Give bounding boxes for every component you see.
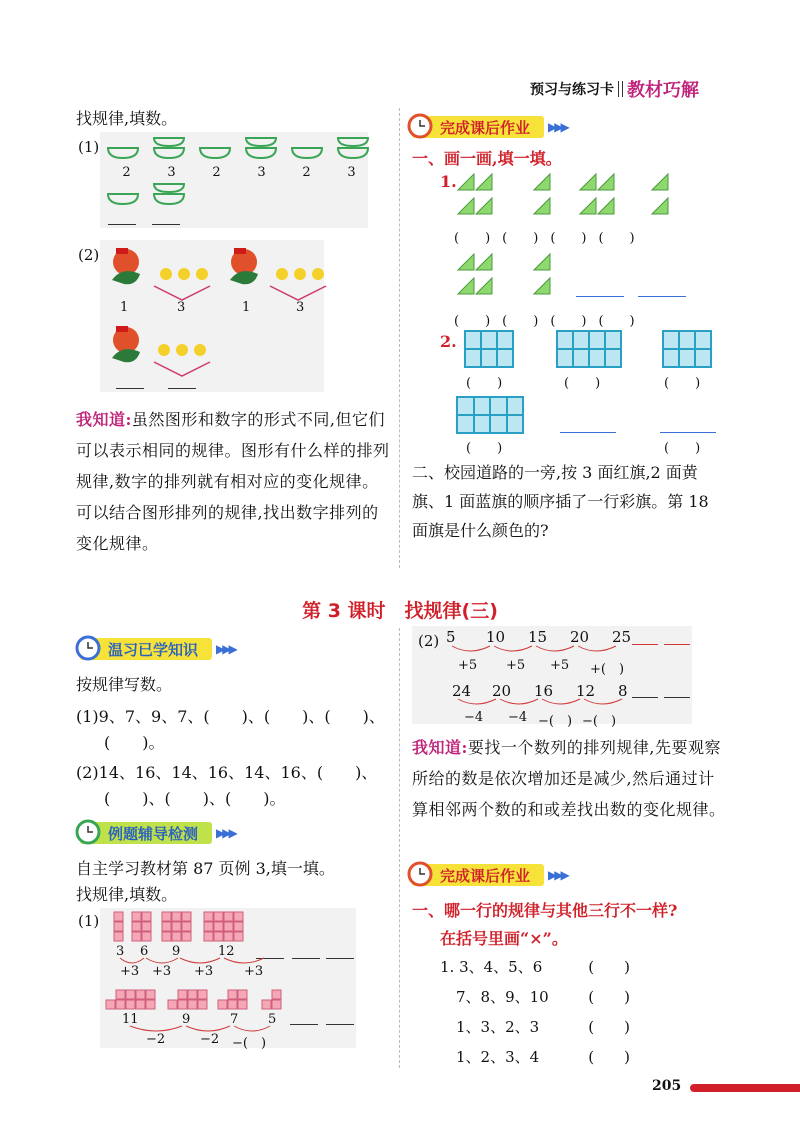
know-paragraph (412, 732, 728, 825)
chick-number: 3 (177, 300, 186, 315)
seq-op: +5 (458, 658, 478, 673)
bowl-row-2 (104, 180, 204, 218)
arc-arrows (448, 644, 638, 658)
review-banner (80, 636, 235, 662)
p1-label: (1) (78, 138, 100, 156)
section1-title-line2: 在括号里画“×”。 (440, 929, 568, 948)
answer-blank[interactable] (664, 697, 690, 698)
seq-op: +5 (550, 658, 570, 673)
answer-blank[interactable] (290, 1024, 318, 1025)
answer-paren[interactable]: ( ) (550, 314, 587, 329)
bowl-numbers (104, 165, 374, 180)
seq-op: +3 (194, 964, 214, 979)
example-banner (80, 820, 235, 846)
choice-row (456, 1046, 630, 1067)
answer-paren[interactable]: ( ) (466, 376, 503, 391)
page-number: 205 (652, 1078, 682, 1094)
answer-paren[interactable]: ( ) (588, 1048, 630, 1066)
seq-number: 5 (446, 628, 456, 646)
seq-number: 25 (612, 628, 632, 646)
seq-number: 24 (452, 682, 472, 700)
example-line2: 找规律,填数。 (76, 885, 178, 904)
footer-bar (690, 1084, 800, 1092)
seq-number: 3 (116, 944, 125, 959)
choice-sequence: 1、3、2、3 (456, 1018, 540, 1036)
seq-op: +5 (506, 658, 526, 673)
lesson-title: 第 3 课时 找规律(三) (302, 600, 498, 622)
square-blocks-row1 (112, 910, 272, 944)
seq-op: −2 (200, 1032, 220, 1047)
rooster-chicks-icon (104, 240, 344, 390)
review-q2: (2)14、16、14、16、14、16、( )、 (76, 763, 378, 782)
seq-op[interactable]: −( ) (232, 1036, 267, 1051)
answer-paren[interactable]: ( ) (466, 441, 503, 456)
seq-op: +3 (120, 964, 140, 979)
arrows-icon: ▶▶▶ (548, 868, 567, 882)
know-paragraph (76, 404, 390, 559)
know-label: 我知道: (76, 410, 132, 429)
answer-paren[interactable]: ( ) (588, 958, 630, 976)
seq-op[interactable]: +( ) (590, 662, 625, 677)
review-q1b: ( )。 (104, 733, 165, 752)
answer-paren[interactable]: ( ) (598, 231, 635, 246)
alarm-clock-icon (74, 632, 102, 662)
seq-number: 12 (576, 682, 596, 700)
seq-number: 8 (618, 682, 628, 700)
grid-3x2 (662, 330, 712, 368)
review-q2b: ( )、( )、( )。 (104, 789, 286, 808)
seq-number: 9 (172, 944, 181, 959)
seq-op: −4 (464, 710, 484, 725)
answer-blank[interactable] (638, 296, 686, 297)
choice-sequence: 1. 3、4、5、6 (440, 958, 543, 976)
answer-paren[interactable]: ( ) (664, 441, 701, 456)
seq-number: 6 (140, 944, 149, 959)
alarm-clock-icon (406, 110, 434, 140)
choice-row (456, 1016, 630, 1037)
bowl-number: 3 (347, 165, 356, 180)
choice-sequence: 7、8、9、10 (456, 988, 549, 1006)
header-left: 预习与练习卡 (530, 82, 614, 98)
p2-label: (2) (78, 246, 100, 264)
homework-banner (412, 114, 567, 140)
alarm-clock-icon (406, 858, 434, 888)
seq-op: +3 (152, 964, 172, 979)
answer-blank[interactable] (576, 296, 624, 297)
answer-paren[interactable]: ( ) (588, 1018, 630, 1036)
answer-blank[interactable] (292, 958, 320, 959)
know-label: 我知道: (412, 738, 468, 757)
seq-number: 15 (528, 628, 548, 646)
seq-number: 12 (218, 944, 235, 959)
bowl-number: 2 (302, 165, 311, 180)
seq-op[interactable]: −( ) (538, 714, 573, 729)
seq-number: 5 (268, 1012, 277, 1027)
answer-blank[interactable] (116, 388, 144, 389)
square-blocks-row2 (104, 988, 294, 1012)
seq-number: 16 (534, 682, 554, 700)
answer-blank[interactable] (152, 224, 180, 225)
seq-number: 20 (492, 682, 512, 700)
seq-op: +3 (244, 964, 264, 979)
answer-paren[interactable]: ( ) (502, 231, 539, 246)
seq-number: 7 (230, 1012, 239, 1027)
choice-sequence: 1、2、3、4 (456, 1048, 540, 1066)
seq-number: 20 (570, 628, 590, 646)
grid-4x2 (556, 330, 622, 368)
stopwatch-icon (74, 816, 102, 846)
column-divider-top (399, 108, 400, 568)
know-text: 虽然图形和数字的形式不同,但它们可以表示相同的规律。图形有什么样的排列规律,数字的排列就有相对应的变化规律。可以结合图形排列的规律,找出数字排列的变化规律。 (76, 410, 390, 553)
answer-blank[interactable] (664, 644, 690, 645)
answer-paren[interactable]: ( ) (664, 376, 701, 391)
grid-4x2 (456, 396, 524, 434)
homework-banner-label: 完成课后作业 (412, 116, 544, 138)
grid-3x2 (464, 330, 514, 368)
arrows-icon: ▶▶▶ (216, 642, 235, 656)
bowls-icon (104, 180, 204, 214)
answer-blank[interactable] (326, 1024, 354, 1025)
review-banner-label: 温习已学知识 (80, 638, 212, 660)
know-text: 要找一个数列的排列规律,先要观察所给的数是依次增加还是减少,然后通过计算相邻两个数的和或差找出数的变化规律。 (412, 738, 726, 819)
arc-arrows (454, 697, 644, 711)
bowl-number: 2 (212, 165, 221, 180)
q2-label: 2. (440, 332, 457, 351)
answer-blank[interactable] (108, 224, 136, 225)
triangles-figure (454, 170, 694, 330)
choice-row (456, 986, 630, 1007)
header-right: 教材巧解 (627, 80, 699, 101)
instruction: 找规律,填数。 (76, 109, 178, 128)
section1-title: 一、哪一行的规律与其他三行不一样? (412, 901, 678, 920)
answer-paren[interactable]: ( ) (550, 231, 587, 246)
example-banner-label: 例题辅导检测 (80, 822, 212, 844)
bowl-number: 3 (167, 165, 176, 180)
answer-paren[interactable]: ( ) (502, 314, 539, 329)
header-divider (618, 81, 623, 97)
p2-label: (2) (418, 632, 440, 650)
answer-paren[interactable]: ( ) (564, 376, 601, 391)
example-line1: 自主学习教材第 87 页例 3,填一填。 (76, 859, 335, 878)
homework-banner-label: 完成课后作业 (412, 864, 544, 886)
answer-paren[interactable]: ( ) (588, 988, 630, 1006)
bowl-number: 3 (257, 165, 266, 180)
chick-number: 3 (296, 300, 305, 315)
seq-number: 11 (122, 1012, 139, 1027)
answer-blank[interactable] (660, 432, 716, 433)
answer-blank[interactable] (560, 432, 616, 433)
answer-paren[interactable]: ( ) (454, 231, 491, 246)
seq-op[interactable]: −( ) (582, 714, 617, 729)
section2-content: 二、校园道路的一旁,按 3 面红旗,2 面黄旗、1 面蓝旗的顺序插了一行彩旗。第 18 面旗是什么颜色的? (412, 463, 709, 540)
answer-blank[interactable] (168, 388, 196, 389)
bowl-number: 2 (122, 165, 131, 180)
paren-row (454, 310, 635, 329)
choice-row (440, 956, 630, 977)
seq-op: −2 (146, 1032, 166, 1047)
section2-text (412, 458, 728, 545)
chick-number: 1 (242, 300, 251, 315)
header (530, 76, 699, 102)
review-instruction: 按规律写数。 (76, 675, 173, 694)
section1-title: 一、画一画,填一填。 (412, 149, 562, 168)
homework-banner (412, 862, 567, 888)
ex-p1-label: (1) (78, 912, 100, 930)
answer-paren[interactable]: ( ) (454, 314, 491, 329)
arrows-icon: ▶▶▶ (548, 120, 567, 134)
review-q1: (1)9、7、9、7、( )、( )、( )、 (76, 707, 385, 726)
chick-number: 1 (120, 300, 129, 315)
seq-number: 10 (486, 628, 506, 646)
bowls-icon (104, 134, 374, 168)
answer-blank[interactable] (326, 958, 354, 959)
q1-label: 1. (440, 172, 457, 191)
column-divider-bottom (399, 628, 400, 1068)
seq-op: −4 (508, 710, 528, 725)
answer-paren[interactable]: ( ) (598, 314, 635, 329)
arrows-icon: ▶▶▶ (216, 826, 235, 840)
paren-row (454, 227, 635, 246)
seq-number: 9 (182, 1012, 191, 1027)
